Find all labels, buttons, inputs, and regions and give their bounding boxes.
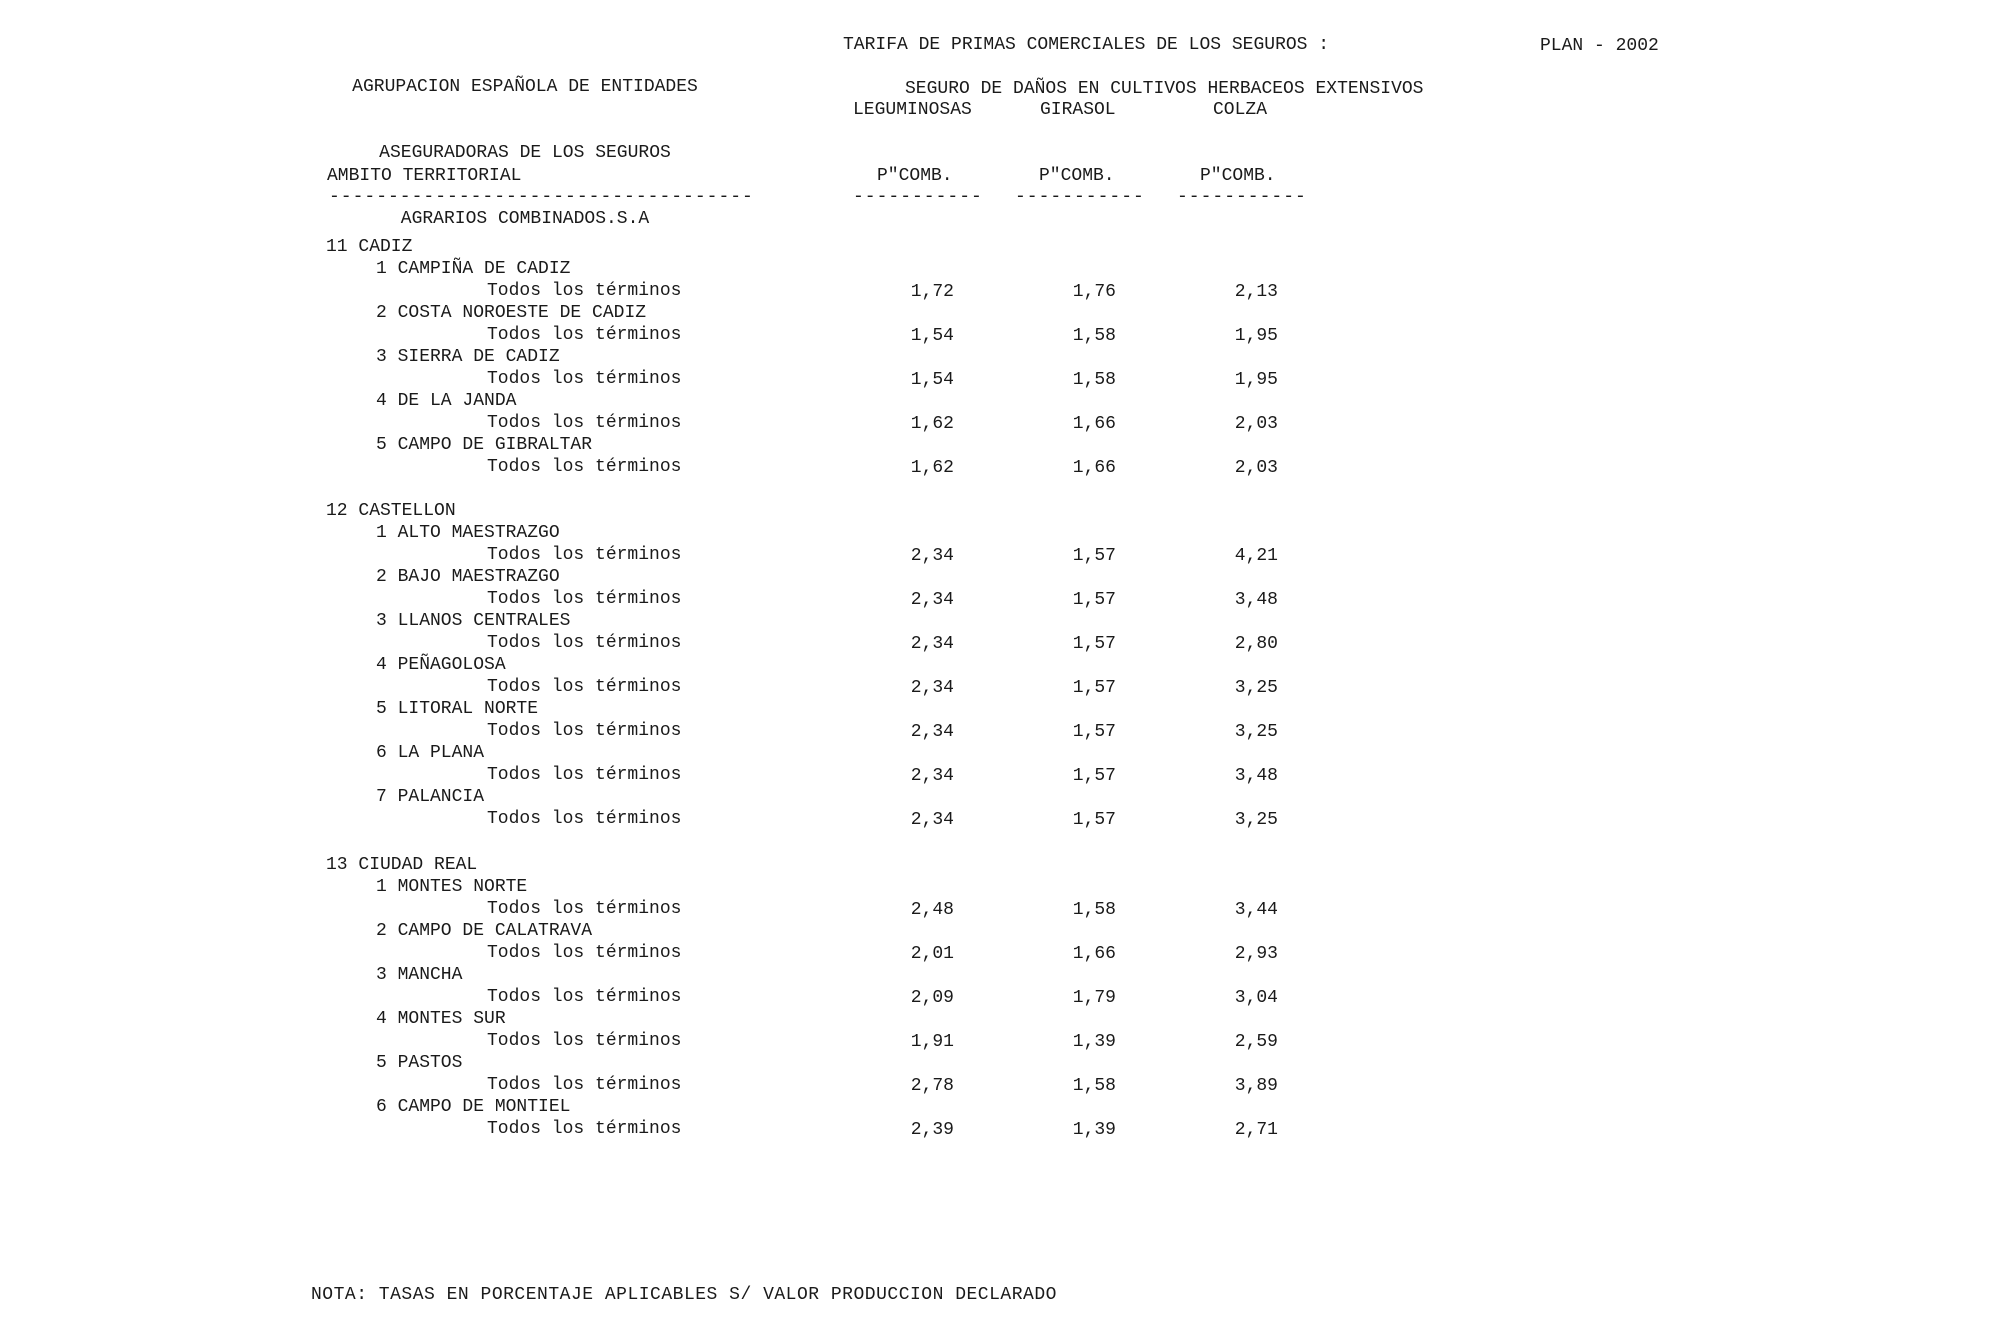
value-leguminosas: 2,01 [910, 944, 954, 964]
value-girasol: 1,57 [1072, 722, 1116, 742]
value-leguminosas: 2,34 [910, 546, 954, 566]
terminos-label: Todos los términos [487, 677, 682, 697]
value-colza: 3,25 [1234, 810, 1278, 830]
value-leguminosas: 2,34 [910, 766, 954, 786]
terminos-label: Todos los términos [487, 943, 682, 963]
terminos-label: Todos los términos [487, 809, 682, 829]
value-girasol: 1,39 [1072, 1032, 1116, 1052]
comarca-name: 4 MONTES SUR [376, 1009, 506, 1029]
value-leguminosas: 2,34 [910, 634, 954, 654]
terminos-label: Todos los términos [487, 369, 682, 389]
value-girasol: 1,57 [1072, 546, 1116, 566]
value-colza: 3,44 [1234, 900, 1278, 920]
comarca-name: 1 CAMPIÑA DE CADIZ [376, 259, 571, 279]
org-line: AGRUPACION ESPAÑOLA DE ENTIDADES [352, 77, 698, 97]
terminos-label: Todos los términos [487, 457, 682, 477]
province-name: 13 CIUDAD REAL [326, 855, 478, 875]
crop-name-girasol: GIRASOL [1040, 100, 1116, 120]
value-leguminosas: 1,72 [910, 282, 954, 302]
comarca-name: 3 LLANOS CENTRALES [376, 611, 571, 631]
tarifa-title: TARIFA DE PRIMAS COMERCIALES DE LOS SEGUROS : [843, 35, 1330, 55]
comarca-name: 6 CAMPO DE MONTIEL [376, 1097, 571, 1117]
province-name: 12 CASTELLON [326, 501, 456, 521]
comarca-name: 5 PASTOS [376, 1053, 463, 1073]
value-leguminosas: 1,91 [910, 1032, 954, 1052]
crop-name-leguminosas: LEGUMINOSAS [853, 100, 972, 120]
value-girasol: 1,57 [1072, 766, 1116, 786]
value-colza: 2,13 [1234, 282, 1278, 302]
terminos-label: Todos los términos [487, 413, 682, 433]
terminos-label: Todos los términos [487, 899, 682, 919]
value-girasol: 1,58 [1072, 326, 1116, 346]
value-colza: 1,95 [1234, 370, 1278, 390]
comarca-name: 4 PEÑAGOLOSA [376, 655, 506, 675]
comarca-name: 2 BAJO MAESTRAZGO [376, 567, 560, 587]
terminos-label: Todos los términos [487, 633, 682, 653]
value-colza: 3,25 [1234, 678, 1278, 698]
col-header-colza: P"COMB. [1200, 166, 1276, 186]
value-colza: 2,71 [1234, 1120, 1278, 1140]
terminos-label: Todos los términos [487, 721, 682, 741]
value-colza: 2,93 [1234, 944, 1278, 964]
comarca-name: 6 LA PLANA [376, 743, 485, 763]
value-girasol: 1,79 [1072, 988, 1116, 1008]
value-girasol: 1,57 [1072, 634, 1116, 654]
value-colza: 2,59 [1234, 1032, 1278, 1052]
value-leguminosas: 2,34 [910, 810, 954, 830]
col-header-leguminosas: P"COMB. [877, 166, 953, 186]
separator-col2: ----------- [1015, 187, 1145, 207]
value-leguminosas: 1,62 [910, 458, 954, 478]
value-girasol: 1,39 [1072, 1120, 1116, 1140]
value-girasol: 1,58 [1072, 370, 1116, 390]
comarca-name: 2 COSTA NOROESTE DE CADIZ [376, 303, 647, 323]
value-leguminosas: 2,78 [910, 1076, 954, 1096]
terminos-label: Todos los términos [487, 1031, 682, 1051]
value-leguminosas: 2,34 [910, 722, 954, 742]
value-girasol: 1,58 [1072, 1076, 1116, 1096]
terminos-label: Todos los términos [487, 765, 682, 785]
value-girasol: 1,58 [1072, 900, 1116, 920]
terminos-label: Todos los términos [487, 325, 682, 345]
terminos-label: Todos los términos [487, 987, 682, 1007]
terminos-label: Todos los términos [487, 1075, 682, 1095]
terminos-label: Todos los términos [487, 545, 682, 565]
value-colza: 3,25 [1234, 722, 1278, 742]
value-leguminosas: 2,34 [910, 678, 954, 698]
col-header-girasol: P"COMB. [1039, 166, 1115, 186]
value-girasol: 1,66 [1072, 458, 1116, 478]
value-girasol: 1,66 [1072, 414, 1116, 434]
comarca-name: 3 SIERRA DE CADIZ [376, 347, 560, 367]
value-leguminosas: 2,48 [910, 900, 954, 920]
value-girasol: 1,57 [1072, 810, 1116, 830]
value-girasol: 1,66 [1072, 944, 1116, 964]
value-girasol: 1,57 [1072, 678, 1116, 698]
value-girasol: 1,76 [1072, 282, 1116, 302]
value-leguminosas: 2,39 [910, 1120, 954, 1140]
value-colza: 2,03 [1234, 414, 1278, 434]
province-name: 11 CADIZ [326, 237, 413, 257]
value-colza: 3,04 [1234, 988, 1278, 1008]
comarca-name: 4 DE LA JANDA [376, 391, 517, 411]
organization-name [315, 32, 735, 252]
ambito-territorial-header: AMBITO TERRITORIAL [327, 166, 522, 186]
value-girasol: 1,57 [1072, 590, 1116, 610]
comarca-name: 1 ALTO MAESTRAZGO [376, 523, 560, 543]
org-line: ASEGURADORAS DE LOS SEGUROS [379, 143, 671, 163]
plan-label: PLAN - 2002 [1540, 36, 1659, 56]
terminos-label: Todos los términos [487, 281, 682, 301]
value-colza: 1,95 [1234, 326, 1278, 346]
comarca-name: 5 CAMPO DE GIBRALTAR [376, 435, 593, 455]
value-leguminosas: 1,54 [910, 370, 954, 390]
comarca-name: 3 MANCHA [376, 965, 463, 985]
value-colza: 3,48 [1234, 766, 1278, 786]
comarca-name: 7 PALANCIA [376, 787, 485, 807]
crop-name-colza: COLZA [1213, 100, 1268, 120]
footer-note: NOTA: TASAS EN PORCENTAJE APLICABLES S/ VALOR PRODUCCION DECLARADO [311, 1285, 1057, 1305]
seguro-title: SEGURO DE DAÑOS EN CULTIVOS HERBACEOS EXTENSIVOS [905, 79, 1424, 99]
value-leguminosas: 1,54 [910, 326, 954, 346]
comarca-name: 2 CAMPO DE CALATRAVA [376, 921, 593, 941]
value-colza: 2,80 [1234, 634, 1278, 654]
value-leguminosas: 2,34 [910, 590, 954, 610]
value-colza: 4,21 [1234, 546, 1278, 566]
terminos-label: Todos los términos [487, 1119, 682, 1139]
org-line: AGRARIOS COMBINADOS.S.A [400, 209, 650, 229]
separator-col1: ----------- [853, 187, 983, 207]
separator-col3: ----------- [1177, 187, 1307, 207]
value-colza: 3,48 [1234, 590, 1278, 610]
terminos-label: Todos los términos [487, 589, 682, 609]
separator-ambito: ------------------------------------ [329, 187, 754, 207]
value-colza: 3,89 [1234, 1076, 1278, 1096]
comarca-name: 5 LITORAL NORTE [376, 699, 539, 719]
comarca-name: 1 MONTES NORTE [376, 877, 528, 897]
value-leguminosas: 1,62 [910, 414, 954, 434]
value-colza: 2,03 [1234, 458, 1278, 478]
value-leguminosas: 2,09 [910, 988, 954, 1008]
